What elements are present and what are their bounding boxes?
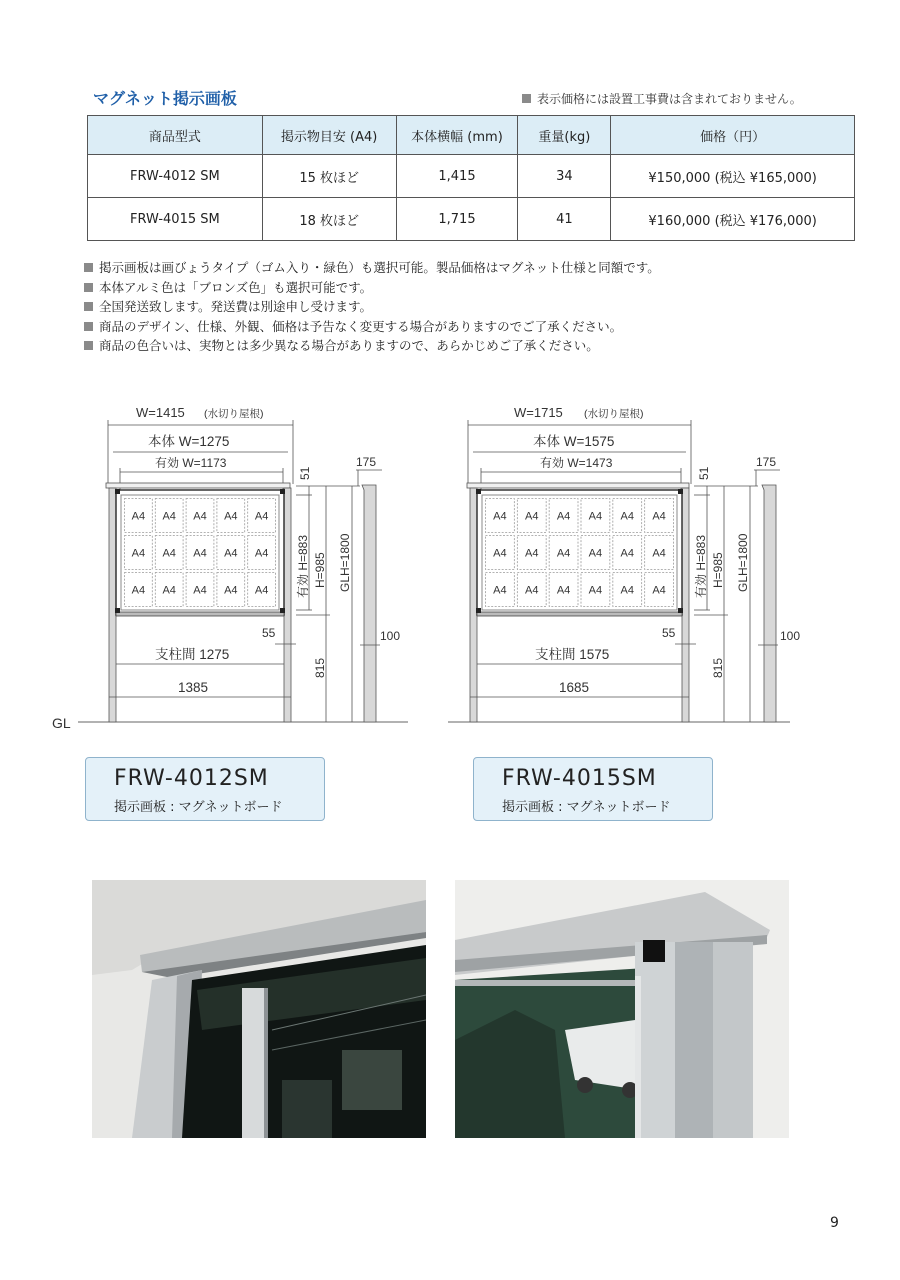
dim-h: H=985 (711, 552, 725, 588)
a4-sheet-label: A4 (193, 584, 207, 597)
drawing-frw-4015 (467, 405, 800, 722)
dim-post-span: 支柱間 1275 (155, 647, 230, 662)
a4-sheet-label: A4 (556, 510, 571, 523)
a4-sheet-label: A4 (193, 547, 207, 560)
dim-eff-h: 有効 H=883 (296, 534, 310, 598)
price-note (522, 90, 802, 107)
a4-sheet-label: A4 (162, 510, 176, 523)
list-item: 全国発送致します。発送費は別途申し受けます。 (84, 297, 660, 317)
table-cell: 34 (518, 155, 611, 198)
a4-sheet-label: A4 (620, 510, 634, 523)
dim-base-w: 1685 (559, 680, 590, 695)
model-name: FRW-4012SM (114, 766, 269, 791)
bullet-square-icon (522, 94, 531, 103)
dimension-drawings (0, 395, 900, 740)
table-cell: ¥160,000 (税込 ¥176,000) (611, 198, 855, 241)
list-item: 掲示画板は画びょうタイプ（ゴム入り・緑色）も選択可能。製品価格はマグネット仕様と同額です。 (84, 258, 660, 278)
bullet-square-icon (84, 302, 93, 311)
a4-sheet-label: A4 (652, 510, 666, 523)
table-header: 価格（円） (611, 116, 855, 155)
dim-leg-h: 815 (711, 657, 725, 678)
table-header: 掲示物目安 (A4) (262, 116, 396, 155)
a4-sheet-label: A4 (652, 584, 666, 597)
a4-sheet-label: A4 (254, 584, 269, 597)
bullet-square-icon (84, 283, 93, 292)
a4-sheet-label: A4 (620, 584, 634, 597)
a4-sheet-label: A4 (224, 584, 238, 597)
a4-sheet-label: A4 (254, 547, 269, 560)
table-cell: FRW-4015 SM (88, 198, 263, 241)
a4-sheet-label: A4 (224, 547, 238, 560)
dim-body-w: 本体 W=1575 (533, 434, 615, 449)
table-cell: 1,715 (396, 198, 518, 241)
bullet-square-icon (84, 263, 93, 272)
a4-sheet-label: A4 (131, 510, 146, 523)
bullet-square-icon (84, 341, 93, 350)
page-number: 9 (830, 1215, 839, 1231)
dim-post-100: 100 (780, 629, 801, 643)
model-subtitle: 掲示画板 : マグネットボード (114, 800, 283, 815)
dim-post-span: 支柱間 1575 (535, 647, 610, 662)
dim-eff-w: 有効 W=1173 (155, 456, 227, 470)
dim-glh: GLH=1800 (338, 533, 352, 592)
a4-sheet-label: A4 (525, 584, 539, 597)
a4-sheet-label: A4 (224, 510, 238, 523)
a4-sheet-label: A4 (620, 547, 634, 560)
dim-w-total: W=1715 (514, 405, 563, 420)
model-box (85, 757, 325, 821)
a4-sheet-label: A4 (588, 584, 603, 597)
price-note-text: 表示価格には設置工事費は含まれておりません。 (537, 92, 802, 106)
table-row (88, 198, 855, 241)
dim-eff-h: 有効 H=883 (694, 534, 708, 598)
table-header-row (88, 116, 855, 155)
table-header: 商品型式 (88, 116, 263, 155)
dim-h-top: 51 (298, 466, 312, 480)
a4-sheet-label: A4 (162, 547, 176, 560)
dim-post-100: 100 (380, 629, 401, 643)
list-item: 商品のデザイン、仕様、外観、価格は予告なく変更する場合がありますのでご了承ください。 (84, 317, 660, 337)
a4-sheet-label: A4 (556, 584, 571, 597)
table-cell: 15 枚ほど (262, 155, 396, 198)
a4-sheet-label: A4 (652, 547, 666, 560)
a4-sheet-label: A4 (525, 547, 539, 560)
a4-sheet-label: A4 (162, 584, 176, 597)
table-row (88, 155, 855, 198)
a4-sheet-label: A4 (493, 510, 507, 523)
dim-eff-w: 有効 W=1473 (540, 456, 613, 470)
list-item: 本体アルミ色は「ブロンズ色」も選択可能です。 (84, 278, 660, 298)
table-cell: 18 枚ほど (262, 198, 396, 241)
list-item: 商品の色合いは、実物とは多少異なる場合がありますので、あらかじめご了承ください。 (84, 336, 660, 356)
a4-sheet-label: A4 (254, 510, 269, 523)
a4-sheet-label: A4 (525, 510, 539, 523)
a4-sheet-label: A4 (588, 547, 603, 560)
dim-glh: GLH=1800 (736, 533, 750, 592)
dim-w-total: W=1415 (136, 405, 185, 420)
table-cell: 1,415 (396, 155, 518, 198)
a4-sheet-label: A4 (588, 510, 603, 523)
a4-sheet-label: A4 (493, 584, 507, 597)
table-cell: ¥150,000 (税込 ¥165,000) (611, 155, 855, 198)
model-subtitle: 掲示画板 : マグネットボード (502, 800, 671, 815)
product-photo-1 (92, 880, 426, 1138)
table-cell: FRW-4012 SM (88, 155, 263, 198)
dim-w-note: (水切り屋根) (584, 408, 644, 420)
notes-list (84, 258, 660, 356)
product-photo-2 (455, 880, 789, 1138)
a4-sheet-label: A4 (556, 547, 571, 560)
dim-base-w: 1385 (178, 680, 209, 695)
a4-sheet-label: A4 (131, 584, 146, 597)
dim-depth-top: 175 (356, 455, 377, 469)
section-title: マグネット掲示画板 (93, 89, 237, 108)
table-header: 重量(kg) (518, 116, 611, 155)
table-header: 本体横幅 (mm) (396, 116, 518, 155)
dim-body-w: 本体 W=1275 (148, 434, 230, 449)
dim-gap-55: 55 (662, 626, 676, 640)
dim-w-note: (水切り屋根) (204, 408, 264, 420)
dim-h-top: 51 (697, 466, 711, 480)
dim-leg-h: 815 (313, 657, 327, 678)
bullet-square-icon (84, 322, 93, 331)
model-box (473, 757, 713, 821)
a4-sheet-label: A4 (193, 510, 207, 523)
a4-sheet-label: A4 (131, 547, 146, 560)
drawing-frw-4012 (106, 405, 400, 722)
dim-h: H=985 (313, 552, 327, 588)
a4-sheet-label: A4 (493, 547, 507, 560)
model-name: FRW-4015SM (502, 766, 657, 791)
a4-sheet-grid (125, 499, 276, 607)
spec-table (87, 115, 855, 241)
gl-label: GL (52, 715, 71, 731)
table-cell: 41 (518, 198, 611, 241)
dim-depth-top: 175 (756, 455, 777, 469)
dim-gap-55: 55 (262, 626, 276, 640)
